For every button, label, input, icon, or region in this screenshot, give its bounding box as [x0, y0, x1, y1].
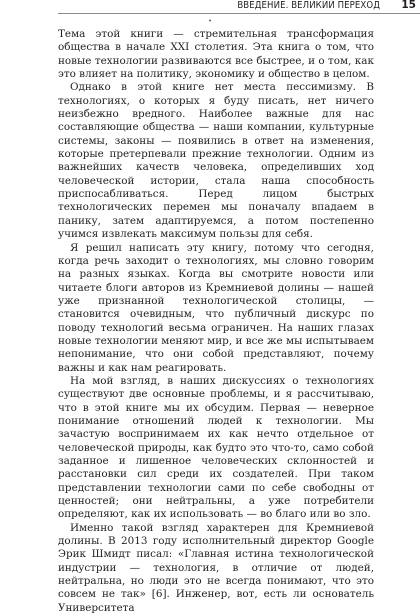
paragraph: Тема этой книги — стремительная трансформация общества в начале XXI столетия. Эта книга о том, что новые технологии развиваются все быстрее, и о том, как это влияет на политику, экономику и общество в целом.: [58, 28, 374, 81]
page-number: 15: [401, 0, 416, 11]
running-head: ВВЕДЕНИЕ. ВЕЛИКИЙ ПЕРЕХОД: [237, 0, 380, 11]
section-ornament: •: [208, 18, 212, 25]
paragraph: Именно такой взгляд характерен для Кремниевой долины. В 2013 году исполнительный директор Google Эрик Шмидт писал: «Главная истина технологической индустрии — технология, в отличие от людей, нейтральна, но люди это не всегда понимают, что это совсем не так» [6]. Инженер, вот, есть ли основатель Университета: [58, 521, 374, 614]
body-text: [58, 28, 374, 615]
paragraph: Я решил написать эту книгу, потому что сегодня, когда речь заходит о технологиях, мы словно говорим на разных языках. Когда вы смотрите новости или читаете блоги авторов из Кремниевой долины — нашей уже признанной технологической столицы, — становится очевидным, что публичный дискурс по поводу технологий весьма ограничен. На наших глазах новые технологии меняют мир, и все же мы испытываем непонимание, что они собой представляют, почему важны и как нам реагировать.: [58, 241, 374, 374]
paragraph: На мой взгляд, в наших дискуссиях о технологиях существуют две основные проблемы, и я рассчитываю, что в этой книге мы их обсудим. Первая — неверное понимание отношений людей к технологии. Мы зачастую воспринимаем их как нечто отдельное от человеческой природы, как будто это что-то, само собой заданное и лишенное человеческих склонностей и расстановки сил среди их создателей. При таком представлении технологии сами по себе свободны от ценностей; они нейтральны, а уже потребители определяют, как их использовать — во благо или во зло.: [58, 374, 374, 521]
paragraph: Однако в этой книге нет места пессимизму. В технологиях, о которых я буду писать, нет ничего неизбежно вредного. Наиболее важные для нас составляющие общества — наши компании, культурные системы, законы — появились в ответ на изменения, которые претерпевали прежние технологии. Одним из важнейших качеств человека, определивших ход человеческой истории, стала наша способность приспосабливаться. Перед лицом быстрых технологических перемен мы поначалу впадаем в панику, затем адаптируемся, а потом постепенно учимся извлекать максимум пользы для себя.: [58, 81, 374, 241]
header-rule: [58, 13, 420, 14]
page-header: [0, 0, 420, 14]
